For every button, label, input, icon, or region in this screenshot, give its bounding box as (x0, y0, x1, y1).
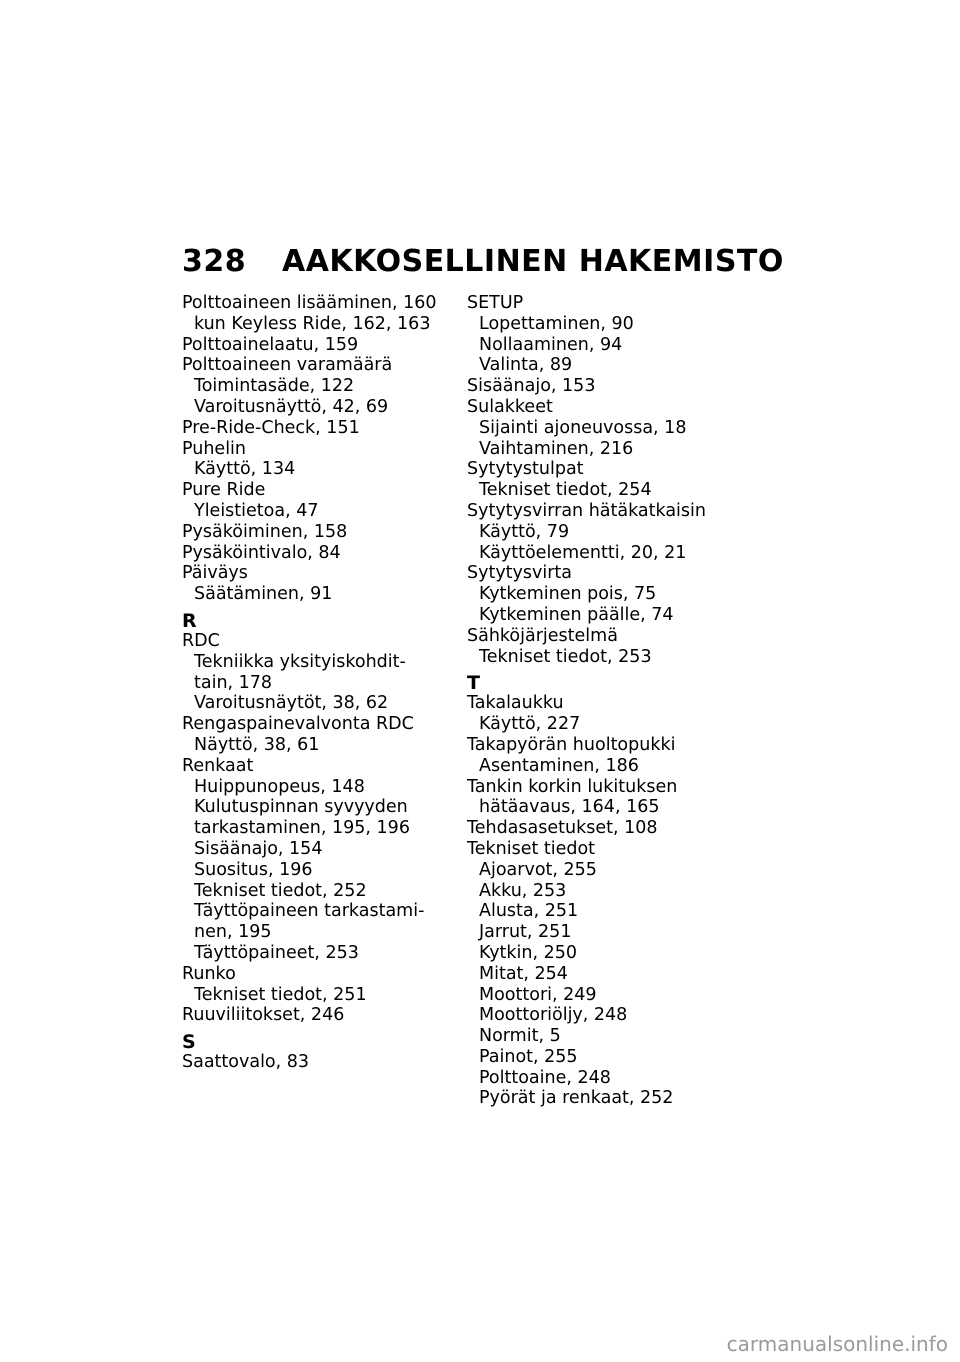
index-entry: Polttoaineen lisääminen, 160 (182, 293, 437, 313)
index-letter-heading: T (467, 672, 480, 695)
index-entry: SETUP (467, 293, 524, 313)
index-subentry: Moottori, 249 (479, 984, 597, 1005)
index-subentry: Mitat, 254 (479, 963, 568, 984)
index-subentry: Huippunopeus, 148 (194, 776, 365, 797)
index-subentry: Ajoarvot, 255 (479, 859, 597, 880)
index-subentry: Kytkeminen päälle, 74 (479, 604, 674, 625)
index-subentry: Kytkin, 250 (479, 942, 578, 963)
index-entry: Puhelin (182, 438, 247, 459)
index-entry: Runko (182, 963, 236, 984)
index-entry: Sytytystulpat (467, 459, 584, 480)
index-entry: Sytytysvirran hätäkatkaisin (467, 500, 706, 521)
index-entry: Takalaukku (467, 693, 564, 714)
index-subentry: Tekniset tiedot, 253 (479, 646, 652, 667)
index-entry: RDC (182, 630, 220, 651)
index-entry: Renkaat (182, 755, 254, 776)
index-subentry: Säätäminen, 91 (194, 584, 333, 605)
index-subentry: Varoitusnäytöt, 38, 62 (194, 693, 389, 714)
index-column-left (182, 293, 452, 1073)
index-subentry: nen, 195 (194, 922, 272, 943)
index-subentry: Käyttö, 134 (194, 459, 296, 480)
index-subentry: hätäavaus, 164, 165 (479, 797, 660, 818)
index-subentry: Täyttöpaineen tarkastami- (194, 901, 425, 922)
index-subentry: Käyttö, 79 (479, 521, 570, 542)
index-letter-heading: S (182, 1031, 196, 1054)
index-subentry: Näyttö, 38, 61 (194, 734, 320, 755)
index-subentry: Painot, 255 (479, 1046, 578, 1067)
index-column-right (467, 293, 727, 1109)
index-entry: Päiväys (182, 563, 248, 584)
index-subentry: Vaihtaminen, 216 (479, 438, 634, 459)
page-header (182, 244, 784, 279)
index-letter-heading: R (182, 609, 197, 632)
index-entry: Tankin korkin lukituksen (467, 776, 678, 797)
index-subentry: Käyttö, 227 (479, 714, 581, 735)
index-subentry: tain, 178 (194, 672, 273, 693)
index-entry: Takapyörän huoltopukki (467, 734, 676, 755)
index-entry: Polttoaineen varamäärä (182, 355, 393, 376)
index-subentry: Akku, 253 (479, 880, 567, 901)
index-subentry: Sisäänajo, 154 (194, 838, 323, 859)
index-subentry: Käyttöelementti, 20, 21 (479, 542, 687, 563)
index-subentry: Polttoaine, 248 (479, 1067, 611, 1088)
index-entry: Pysäköiminen, 158 (182, 521, 348, 542)
index-entry: Pysäköintivalo, 84 (182, 542, 341, 563)
index-subentry: Sijainti ajoneuvossa, 18 (479, 417, 687, 438)
index-subentry: tarkastaminen, 195, 196 (194, 818, 410, 839)
index-subentry: Yleistietoa, 47 (194, 500, 319, 521)
index-subentry: Normit, 5 (479, 1026, 561, 1047)
index-subentry: Toimintasäde, 122 (194, 376, 355, 397)
index-entry: Saattovalo, 83 (182, 1052, 310, 1073)
index-subentry: Varoitusnäyttö, 42, 69 (194, 396, 389, 417)
index-subentry: Asentaminen, 186 (479, 755, 639, 776)
index-entry: Sähköjärjestelmä (467, 625, 618, 646)
index-subentry: kun Keyless Ride, 162, 163 (194, 313, 431, 334)
index-subentry: Nollaaminen, 94 (479, 334, 623, 355)
index-entry: Sytytysvirta (467, 563, 573, 584)
page-number: 328 (182, 244, 247, 279)
index-entry: Sulakkeet (467, 396, 553, 417)
index-subentry: Täyttöpaineet, 253 (194, 942, 359, 963)
index-subentry: Moottoriöljy, 248 (479, 1005, 628, 1026)
index-subentry: Suositus, 196 (194, 859, 313, 880)
index-subentry: Valinta, 89 (479, 355, 573, 376)
index-subentry: Pyörät ja renkaat, 252 (479, 1088, 674, 1109)
index-entry: Polttoainelaatu, 159 (182, 334, 359, 355)
index-entry: Pre-Ride-Check, 151 (182, 417, 360, 438)
index-entry: Tehdasasetukset, 108 (467, 818, 658, 839)
index-subentry: Lopettaminen, 90 (479, 313, 634, 334)
index-entry: Ruuviliitokset, 246 (182, 1005, 345, 1026)
index-subentry: Jarrut, 251 (479, 922, 572, 943)
index-entry: Rengaspainevalvonta RDC (182, 714, 414, 735)
index-entry: Pure Ride (182, 480, 266, 501)
index-subentry: Tekniset tiedot, 252 (194, 880, 367, 901)
index-subentry: Tekniset tiedot, 251 (194, 984, 367, 1005)
index-subentry: Kulutuspinnan syvyyden (194, 797, 408, 818)
index-subentry: Tekniset tiedot, 254 (479, 480, 652, 501)
index-entry: Tekniset tiedot (467, 838, 596, 859)
index-subentry: Tekniikka yksityiskohdit- (194, 651, 406, 672)
index-subentry: Kytkeminen pois, 75 (479, 584, 657, 605)
index-subentry: Alusta, 251 (479, 901, 579, 922)
index-entry: Sisäänajo, 153 (467, 376, 596, 397)
page-title: AAKKOSELLINEN HAKEMISTO (282, 244, 784, 279)
watermark: carmanualsonline.info (726, 1332, 948, 1356)
